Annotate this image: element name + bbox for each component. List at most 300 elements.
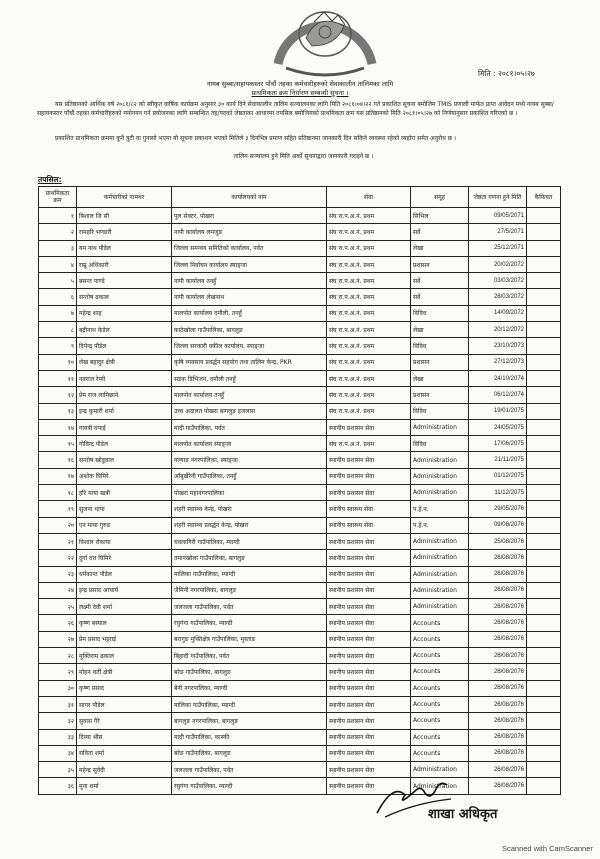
cell-group: Accounts (411, 615, 469, 631)
cell-office: मादी गाउँपालिका, पर्वत (172, 419, 327, 435)
cell-remarks (527, 631, 561, 647)
cell-name: लक्ष्मी देवी शर्मा (77, 599, 172, 615)
cell-group: Administration (411, 533, 469, 549)
cell-group: सर्वे (411, 289, 469, 305)
cell-priority: २ (39, 224, 77, 240)
cell-priority: २६ (39, 615, 77, 631)
cell-name: मुना शर्मा (77, 778, 172, 794)
cell-remarks (527, 305, 561, 321)
notice-title: प्राथमिकता क्रम निर्धारण सम्बन्धी सूचना । (251, 89, 349, 97)
cell-seniority-date: 25/08/2076 (469, 533, 527, 549)
cell-service: संघ रा.प.अ.नं. प्रथम (327, 289, 411, 305)
cell-priority: १९ (39, 501, 77, 517)
notice-paragraph-2: प्रकाशित प्राथमिकता क्रममा कुनै त्रुटी वा गुनासो भएमा यो सूचना प्रकाशन भएको मितिले ३ दिनभित्र प्रमाण सहित प्रतिष्ठानमा जानकारी दिन सकिने व्यवस्था रहेको व्यहोरा समेत अनुरोध छ । (55, 135, 457, 142)
cell-priority: ३३ (39, 729, 77, 745)
table-row (39, 582, 561, 598)
cell-office: मालपोत कार्यालय स्याङ्जा (172, 436, 327, 452)
cell-group: Administration (411, 582, 469, 598)
cell-remarks (527, 387, 561, 403)
header-office: कार्यालयको नाम (172, 187, 327, 208)
cell-remarks (527, 403, 561, 419)
signatory-title: शाखा अधिकृत (428, 807, 498, 822)
table-row (39, 468, 561, 484)
cell-office: कृषि व्यवसाय प्रवर्द्धन सहयोग तथा तालिम केन्द्र, PKR (172, 354, 327, 370)
cell-office: जैमिनी नगरपालिका, बागलुङ (172, 582, 327, 598)
cell-seniority-date: 14/09/2072 (469, 305, 527, 321)
cell-group: Administration (411, 550, 469, 566)
cell-office: काठेखोला गाउँपालिका, बागलुङ (172, 322, 327, 338)
notice-date: मिति : २०८१।०५।२७ (478, 69, 535, 78)
table-row (39, 387, 561, 403)
notice-paragraph-1: यस प्रतिष्ठानको आर्थिक वर्ष २०८१/८२ को स्वीकृत वार्षिक कार्यक्रम अनुसार ३० कार्य दिने सेवाकालीन तालिम सञ्चालनका लागि मिति २०८१।०४।२२ गते प्रकाशित सूचना बमोजिम TMIS प्रणाली मार्फत प्राप्त आवेदन मध्ये नायब सुब्बा/सहायकस्तर पाँचौं तहका कर्मचारीहरुको मनोनयन गर्न प्रयोजनका लागि सम्बन्धित तह/पदको जेष्ठताका आधारमा तपसिल बमोजिमको प्राथमिकता क्रम यस प्रतिष्ठानको मिति २०८१।०५।२७ को निर्णयानुसार प्रकाशित गरिएको छ । (37, 101, 554, 117)
cell-seniority-date: 26/08/2076 (469, 745, 527, 761)
cell-priority: १८ (39, 485, 77, 501)
cell-group: प्रशासन (411, 256, 469, 272)
cell-remarks (527, 289, 561, 305)
cell-group: Administration (411, 452, 469, 468)
table-row (39, 745, 561, 761)
cell-service: संघ रा.प.अ.नं. प्रथम (327, 354, 411, 370)
table-row (39, 566, 561, 582)
cell-office: जिल्ला सरकारी वकील कार्यालय, स्याङ्जा (172, 338, 327, 354)
cell-seniority-date: 27/5/2071 (469, 224, 527, 240)
cell-office: सडक डिभिजन, दमौली तनहुँ (172, 370, 327, 386)
cell-seniority-date: 26/08/2076 (469, 550, 527, 566)
cell-group: Accounts (411, 696, 469, 712)
cell-remarks (527, 729, 561, 745)
cell-group: Accounts (411, 729, 469, 745)
cell-office: जिल्ला निर्वाचन कार्यालय स्याङ्जा (172, 256, 327, 272)
cell-name: धर्मकान्त पौडेल (77, 566, 172, 582)
cell-group: सर्वे (411, 273, 469, 289)
table-row (39, 485, 561, 501)
cell-seniority-date: 06/12/2074 (469, 387, 527, 403)
table-row (39, 696, 561, 712)
table-row (39, 729, 561, 745)
cell-office: आँबुखैरेनी गाउँपालिका, तनहुँ (172, 468, 327, 484)
cell-office: उच्च अदालत पोखरा बागलुङ इजलास (172, 403, 327, 419)
cell-group: Accounts (411, 713, 469, 729)
cell-office: नापी कार्यालय लमजुङ (172, 224, 327, 240)
cell-name: सागर पौडेल (77, 696, 172, 712)
table-row (39, 648, 561, 664)
cell-group: प्रशासन (411, 387, 469, 403)
header-service: सेवा (327, 187, 411, 208)
cell-service: स्थानीय प्रशासन सेवा (327, 696, 411, 712)
header-remarks: कैफियत (527, 187, 561, 208)
cell-group: विविध (411, 403, 469, 419)
cell-name: इन्द्र प्रसाद आचार्य (77, 582, 172, 598)
cell-remarks (527, 599, 561, 615)
table-row (39, 631, 561, 647)
table-row (39, 354, 561, 370)
table-row (39, 436, 561, 452)
institution-seal-logo (266, 2, 384, 82)
table-row (39, 370, 561, 386)
cell-name: महेन्द्र शाह (77, 305, 172, 321)
cell-name: सुवास गैरे (77, 713, 172, 729)
cell-seniority-date: 19/01/2075 (469, 403, 527, 419)
cell-name: यम नाथ पौडेल (77, 240, 172, 256)
cell-office: बागलुङ नगरपालिका, बागलुङ (172, 713, 327, 729)
cell-group: Accounts (411, 745, 469, 761)
cell-service: संघ रा.प.अ.नं. प्रथम (327, 338, 411, 354)
cell-remarks (527, 762, 561, 778)
cell-remarks (527, 354, 561, 370)
cell-service: स्थानीय प्रशासन सेवा (327, 550, 411, 566)
cell-seniority-date: 26/08/2076 (469, 713, 527, 729)
cell-group: विविध (411, 436, 469, 452)
cell-office: बरेङ गाउँपालिका, बागलुङ (172, 745, 327, 761)
cell-priority: ६ (39, 289, 77, 305)
cell-office: रघुगंगा गाउँपालिका, म्याग्दी (172, 778, 327, 794)
cell-office: जलजला गाउँपालिका, पर्वत (172, 762, 327, 778)
cell-priority: २१ (39, 533, 77, 549)
cell-remarks (527, 648, 561, 664)
table-row (39, 419, 561, 435)
table-row (39, 305, 561, 321)
cell-priority: १ (39, 208, 77, 224)
cell-service: संघ रा.प.अ.नं. प्रथम (327, 436, 411, 452)
cell-seniority-date: 26/08/2076 (469, 582, 527, 598)
cell-name: मुक्तिराम ढकाल (77, 648, 172, 664)
cell-group: लेखा (411, 370, 469, 386)
cell-service: स्थानीय प्रशासन सेवा (327, 778, 411, 794)
cell-name: हरि माया खत्री (77, 485, 172, 501)
tapasil-label: तपसिल: (38, 175, 62, 184)
cell-office: नापी कार्यालय तनहुँ (172, 273, 327, 289)
cell-service: स्थानीय प्रशासन सेवा (327, 713, 411, 729)
cell-priority: २४ (39, 582, 77, 598)
cell-service: संघ रा.प.अ.नं. प्रथम (327, 370, 411, 386)
table-row (39, 550, 561, 566)
cell-remarks (527, 208, 561, 224)
cell-priority: १२ (39, 387, 77, 403)
cell-remarks (527, 468, 561, 484)
cell-service: स्थानीय प्रशासन सेवा (327, 468, 411, 484)
cell-group: Administration (411, 566, 469, 582)
cell-service: स्थानीय प्रशासन सेवा (327, 615, 411, 631)
cell-office: बरेङ गाउँपालिका, बागलुङ (172, 664, 327, 680)
cell-remarks (527, 240, 561, 256)
table-header-row (39, 187, 561, 208)
cell-office: शहरी स्वास्थ्य प्रवर्द्धन केन्द्र, पोखरा (172, 517, 327, 533)
cell-service: संघ रा.प.अ.नं. प्रथम (327, 273, 411, 289)
table-row (39, 452, 561, 468)
cell-group: Accounts (411, 680, 469, 696)
scanner-watermark: Scanned with CamScanner (502, 844, 593, 853)
cell-priority: ९ (39, 338, 77, 354)
cell-priority: ३५ (39, 762, 77, 778)
cell-remarks (527, 713, 561, 729)
cell-name: राम्रु अधिकारी (77, 256, 172, 272)
cell-group: Administration (411, 468, 469, 484)
cell-priority: २३ (39, 566, 77, 582)
table-row (39, 501, 561, 517)
cell-service: स्थानीय प्रशासन सेवा (327, 631, 411, 647)
priority-table (38, 186, 561, 795)
cell-priority: १३ (39, 403, 77, 419)
cell-name: महेन्द्र सुवेदी (77, 762, 172, 778)
cell-group: विविध (411, 305, 469, 321)
cell-group: सर्वे (411, 224, 469, 240)
cell-seniority-date: 24/10/2074 (469, 370, 527, 386)
cell-priority: २९ (39, 664, 77, 680)
table-row (39, 664, 561, 680)
cell-office: धवलागिरी गाउँपालिका, म्याग्दी (172, 533, 327, 549)
cell-office: बेनी नगरपालिका, म्याग्दी (172, 680, 327, 696)
cell-remarks (527, 224, 561, 240)
cell-remarks (527, 696, 561, 712)
cell-name: प्रेम राज लामिछाने (77, 387, 172, 403)
cell-name: सन्तोष खोडुवाल (77, 452, 172, 468)
cell-seniority-date: 26/08/2076 (469, 648, 527, 664)
cell-remarks (527, 338, 561, 354)
cell-office: पोखरा महानगरपालिका (172, 485, 327, 501)
cell-priority: ३० (39, 680, 77, 696)
cell-remarks (527, 370, 561, 386)
cell-remarks (527, 256, 561, 272)
header-name: कर्मचारीको नामथर (77, 187, 172, 208)
cell-service: संघ रा.प.अ.नं. प्रथम (327, 387, 411, 403)
cell-priority: १७ (39, 468, 77, 484)
table-row (39, 289, 561, 305)
table-row (39, 256, 561, 272)
cell-remarks (527, 273, 561, 289)
cell-service: स्थानीय प्रशासन सेवा (327, 582, 411, 598)
cell-priority: १५ (39, 436, 77, 452)
table-row (39, 338, 561, 354)
cell-office: गल्याङ नगरपालिका, स्याङ्जा (172, 452, 327, 468)
cell-service: संघ रा.प.अ.नं. प्रथम (327, 403, 411, 419)
cell-seniority-date: 26/08/2076 (469, 696, 527, 712)
cell-name: बसन्त पाण्डे (77, 273, 172, 289)
cell-name: लेख बहादुर क्षेत्री (77, 354, 172, 370)
cell-priority: २० (39, 517, 77, 533)
cell-group: Administration (411, 485, 469, 501)
cell-priority: १० (39, 354, 77, 370)
cell-service: स्थानीय प्रशासन सेवा (327, 452, 411, 468)
cell-remarks (527, 745, 561, 761)
cell-priority: ७ (39, 305, 77, 321)
cell-service: स्थानीय स्वास्थ्य सेवा (327, 501, 411, 517)
cell-seniority-date: 03/03/2072 (469, 273, 527, 289)
cell-name: अशोक घिमिरे (77, 468, 172, 484)
cell-priority: १६ (39, 452, 77, 468)
cell-priority: ३६ (39, 778, 77, 794)
cell-office: जलजला गाउँपालिका, पर्वत (172, 599, 327, 615)
cell-office: रघुगंगा गाउँपालिका, म्याग्दी (172, 615, 327, 631)
cell-service: संघ रा.प.अ.नं. प्रथम (327, 240, 411, 256)
cell-seniority-date: 29/05/2076 (469, 501, 527, 517)
table-row (39, 533, 561, 549)
cell-group: विविध (411, 338, 469, 354)
cell-priority: ३१ (39, 696, 77, 712)
table-row (39, 762, 561, 778)
cell-office: पुल सेक्टर, पोखरा (172, 208, 327, 224)
cell-remarks (527, 517, 561, 533)
cell-name: कृष्ण प्रसाद (77, 680, 172, 696)
cell-seniority-date: 26/08/2076 (469, 762, 527, 778)
cell-seniority-date: 23/10/2073 (469, 338, 527, 354)
cell-seniority-date: 20/12/2072 (469, 322, 527, 338)
cell-service: स्थानीय प्रशासन सेवा (327, 566, 411, 582)
cell-remarks (527, 582, 561, 598)
cell-name: सविता शर्मा (77, 745, 172, 761)
cell-group: प.हे.न. (411, 501, 469, 517)
cell-seniority-date: 25/12/2071 (469, 240, 527, 256)
cell-remarks (527, 615, 561, 631)
cell-name: गोविन्द पौडेल (77, 436, 172, 452)
cell-service: संघ रा.प.अ.नं. प्रथम (327, 256, 411, 272)
cell-remarks (527, 501, 561, 517)
cell-group: Administration (411, 419, 469, 435)
cell-name: रामहरि भण्डारी (77, 224, 172, 240)
cell-seniority-date: 09/05/2071 (469, 208, 527, 224)
cell-office: शहरी स्वास्थ्य केन्द्र, पोखरा (172, 501, 327, 517)
cell-service: स्थानीय प्रशासन सेवा (327, 485, 411, 501)
table-row (39, 273, 561, 289)
header-priority: प्राथमिकता क्रम (39, 187, 77, 208)
cell-name: सुजना थापा (77, 501, 172, 517)
cell-office: नापी कार्यालय लेखनाथ (172, 289, 327, 305)
cell-service: संघ रा.प.अ.नं. प्रथम (327, 322, 411, 338)
cell-remarks (527, 664, 561, 680)
cell-name: सन्तोष ढकाल (77, 289, 172, 305)
cell-seniority-date: 26/08/2076 (469, 615, 527, 631)
cell-office: मालिका गाउँपालिका, म्याग्दी (172, 696, 327, 712)
cell-name: एन माया गुरुङ (77, 517, 172, 533)
cell-name: कृष्ण बस्याल (77, 615, 172, 631)
cell-group: Accounts (411, 664, 469, 680)
cell-office: मालिका गाउँपालिका, म्याग्दी (172, 566, 327, 582)
cell-remarks (527, 566, 561, 582)
notice-paragraph-3: तालिम सञ्चालन हुने मिति अर्को सूचनाद्वारा जानकारी गराइने छ । (233, 153, 374, 160)
cell-priority: ३२ (39, 713, 77, 729)
cell-seniority-date: 20/02/2072 (469, 256, 527, 272)
header-seniority-date: जेष्ठता गणना हुने मिति (469, 187, 527, 208)
cell-service: स्थानीय प्रशासन सेवा (327, 533, 411, 549)
cell-name: विशाल रोकाया (77, 533, 172, 549)
cell-priority: ४ (39, 256, 77, 272)
cell-name: बिशाल जि सी (77, 208, 172, 224)
table-row (39, 599, 561, 615)
cell-remarks (527, 550, 561, 566)
table-row (39, 713, 561, 729)
cell-name: इन्द्र कुमारी शर्मा (77, 403, 172, 419)
cell-remarks (527, 436, 561, 452)
cell-service: स्थानीय प्रशासन सेवा (327, 762, 411, 778)
cell-name: दिपेन्द्र पौडेल (77, 338, 172, 354)
cell-remarks (527, 452, 561, 468)
cell-service: स्थानीय प्रशासन सेवा (327, 664, 411, 680)
cell-remarks (527, 485, 561, 501)
cell-service: स्थानीय प्रशासन सेवा (327, 599, 411, 615)
table-row (39, 615, 561, 631)
table-row (39, 240, 561, 256)
cell-service: स्थानीय प्रशासन सेवा (327, 729, 411, 745)
cell-priority: ८ (39, 322, 77, 338)
cell-office: बरागुङ मुक्तिक्षेत्र गाउँपालिका, मुस्ताङ (172, 631, 327, 647)
cell-priority: २७ (39, 631, 77, 647)
table-row (39, 680, 561, 696)
cell-service: स्थानीय प्रशासन सेवा (327, 419, 411, 435)
cell-name: दुर्गा दत्त घिमिरे (77, 550, 172, 566)
cell-name: गायत्री घपाई (77, 419, 172, 435)
cell-group: Accounts (411, 631, 469, 647)
cell-name: नवराज रेग्मी (77, 370, 172, 386)
cell-remarks (527, 778, 561, 794)
cell-service: स्थानीय प्रशासन सेवा (327, 745, 411, 761)
cell-service: स्थानीय प्रशासन सेवा (327, 648, 411, 664)
cell-seniority-date: 09/08/2076 (469, 517, 527, 533)
cell-seniority-date: 01/12/2075 (469, 468, 527, 484)
cell-seniority-date: 26/08/2076 (469, 729, 527, 745)
cell-priority: ५ (39, 273, 77, 289)
cell-seniority-date: 24/05/2075 (469, 419, 527, 435)
cell-name: बद्रीनाथ केडेल (77, 322, 172, 338)
cell-seniority-date: 26/08/2076 (469, 599, 527, 615)
cell-name: मोहन धर्ती क्षेत्री (77, 664, 172, 680)
table-row (39, 403, 561, 419)
cell-group: Administration (411, 599, 469, 615)
table-row (39, 517, 561, 533)
cell-name: प्रेम प्रसाद भट्टराई (77, 631, 172, 647)
cell-priority: २२ (39, 550, 77, 566)
cell-office: तमानखोला गाउँपालिका, बागलुङ (172, 550, 327, 566)
table-row (39, 778, 561, 794)
cell-service: संघ रा.प.अ.नं. प्रथम (327, 224, 411, 240)
cell-remarks (527, 419, 561, 435)
table-row (39, 322, 561, 338)
cell-priority: २८ (39, 648, 77, 664)
cell-group: Administration (411, 778, 469, 794)
cell-group: लेखा (411, 322, 469, 338)
cell-seniority-date: 11/12/2075 (469, 485, 527, 501)
cell-remarks (527, 680, 561, 696)
cell-office: मालपोत कार्यालय तनहुँ (172, 387, 327, 403)
cell-group: सिभिल (411, 208, 469, 224)
cell-name: दिव्या श्रीस (77, 729, 172, 745)
cell-group: Administration (411, 762, 469, 778)
cell-seniority-date: 26/08/2076 (469, 680, 527, 696)
cell-priority: ३ (39, 240, 77, 256)
cell-seniority-date: 26/08/2076 (469, 664, 527, 680)
cell-seniority-date: 21/11/2075 (469, 452, 527, 468)
table-row (39, 208, 561, 224)
cell-remarks (527, 533, 561, 549)
cell-office: मादी गाउँपालिका, कास्की (172, 729, 327, 745)
cell-office: जिल्ला समन्वय समितिको कार्यालय, पर्वत (172, 240, 327, 256)
cell-seniority-date: 26/08/2076 (469, 631, 527, 647)
cell-service: संघ रा.प.अ.नं. प्रथम (327, 305, 411, 321)
cell-seniority-date: 26/08/2076 (469, 566, 527, 582)
cell-group: लेखा (411, 240, 469, 256)
cell-seniority-date: 17/06/2075 (469, 436, 527, 452)
cell-seniority-date: 26/08/2076 (469, 778, 527, 794)
table-row (39, 224, 561, 240)
cell-seniority-date: 27/12/2073 (469, 354, 527, 370)
cell-priority: ३४ (39, 745, 77, 761)
cell-office: बिहादी गाउँपालिका, पर्वत (172, 648, 327, 664)
cell-priority: २५ (39, 599, 77, 615)
cell-office: मालपोत कार्यालय दमौली, तनहुँ (172, 305, 327, 321)
header-group: समूह (411, 187, 469, 208)
cell-service: संघ रा.प.अ.नं. प्रथम (327, 208, 411, 224)
cell-priority: ११ (39, 370, 77, 386)
cell-group: प.हे.न. (411, 517, 469, 533)
cell-group: प्रशासन (411, 354, 469, 370)
